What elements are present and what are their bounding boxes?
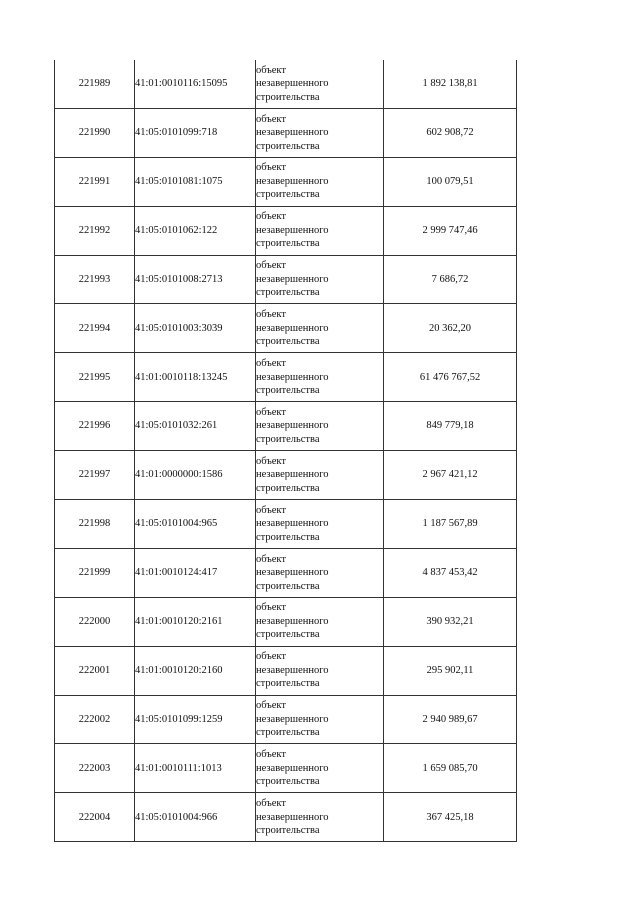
object-type-line-3: строительства <box>256 433 320 445</box>
table-row <box>55 206 517 255</box>
record-number-cell: 222002 <box>55 695 135 744</box>
object-type-line-1: объект <box>256 504 286 516</box>
object-type-cell <box>256 500 384 549</box>
cadastral-value-cell: 2 940 989,67 <box>384 695 517 744</box>
object-type-line-2: незавершенного <box>256 567 329 579</box>
object-type-line-3: строительства <box>256 385 320 397</box>
object-type-line-3: строительства <box>256 825 320 837</box>
object-type-cell <box>256 451 384 500</box>
object-type-cell <box>256 157 384 206</box>
object-type-line-3: строительства <box>256 238 320 250</box>
object-type-cell <box>256 597 384 646</box>
object-type-line-2: незавершенного <box>256 713 329 725</box>
cadastral-number-cell: 41:05:0101004:965 <box>135 500 256 549</box>
object-type-cell <box>256 255 384 304</box>
object-type-line-2: незавершенного <box>256 664 329 676</box>
object-type-line-1: объект <box>256 798 286 810</box>
object-type-line-1: объект <box>256 406 286 418</box>
object-type-line-2: незавершенного <box>256 127 329 139</box>
cadastral-number-cell: 41:05:0101032:261 <box>135 402 256 451</box>
object-type-line-3: строительства <box>256 776 320 788</box>
cadastral-value-cell: 367 425,18 <box>384 793 517 842</box>
object-type-line-1: объект <box>256 651 286 663</box>
object-type-line-3: строительства <box>256 678 320 690</box>
cadastral-value-cell: 61 476 767,52 <box>384 353 517 402</box>
object-type-cell <box>256 695 384 744</box>
cadastral-number-cell: 41:01:0010118:13245 <box>135 353 256 402</box>
cadastral-value-cell: 1 659 085,70 <box>384 744 517 793</box>
table-row <box>55 548 517 597</box>
table-row <box>55 500 517 549</box>
cadastral-number-cell: 41:05:0101004:966 <box>135 793 256 842</box>
cadastral-number-cell: 41:05:0101099:1259 <box>135 695 256 744</box>
object-type-line-3: строительства <box>256 727 320 739</box>
table-row <box>55 402 517 451</box>
object-type-line-1: объект <box>256 162 286 174</box>
table-row <box>55 304 517 353</box>
cadastral-value-cell: 7 686,72 <box>384 255 517 304</box>
object-type-line-3: строительства <box>256 531 320 543</box>
cadastral-number-cell: 41:05:0101008:2713 <box>135 255 256 304</box>
record-number-cell: 221992 <box>55 206 135 255</box>
table-row <box>55 451 517 500</box>
record-number-cell: 221991 <box>55 157 135 206</box>
table-row <box>55 793 517 842</box>
record-number-cell: 221994 <box>55 304 135 353</box>
object-type-line-2: незавершенного <box>256 371 329 383</box>
object-type-cell <box>256 353 384 402</box>
record-number-cell: 222003 <box>55 744 135 793</box>
object-type-cell <box>256 402 384 451</box>
object-type-line-2: незавершенного <box>256 762 329 774</box>
object-type-cell <box>256 646 384 695</box>
object-type-line-1: объект <box>256 700 286 712</box>
object-type-cell <box>256 793 384 842</box>
record-number-cell: 221990 <box>55 108 135 157</box>
record-number-cell: 221989 <box>55 60 135 108</box>
object-type-line-3: строительства <box>256 140 320 152</box>
object-type-line-1: объект <box>256 358 286 370</box>
cadastral-number-cell: 41:01:0010124:417 <box>135 548 256 597</box>
record-number-cell: 221998 <box>55 500 135 549</box>
table-body <box>55 60 517 842</box>
object-type-line-3: строительства <box>256 482 320 494</box>
cadastral-value-cell: 20 362,20 <box>384 304 517 353</box>
cadastral-value-cell: 1 187 567,89 <box>384 500 517 549</box>
object-type-line-1: объект <box>256 309 286 321</box>
record-number-cell: 221996 <box>55 402 135 451</box>
cadastral-number-cell: 41:05:0101062:122 <box>135 206 256 255</box>
cadastral-number-cell: 41:01:0010120:2161 <box>135 597 256 646</box>
table-row <box>55 646 517 695</box>
record-number-cell: 222004 <box>55 793 135 842</box>
cadastral-number-cell: 41:05:0101099:718 <box>135 108 256 157</box>
table-row <box>55 597 517 646</box>
object-type-cell <box>256 304 384 353</box>
table-row <box>55 60 517 108</box>
cadastral-number-cell: 41:01:0010116:15095 <box>135 60 256 108</box>
cadastral-value-cell: 4 837 453,42 <box>384 548 517 597</box>
object-type-line-3: строительства <box>256 91 320 103</box>
object-type-line-1: объект <box>256 64 286 76</box>
cadastral-number-cell: 41:01:0000000:1586 <box>135 451 256 500</box>
object-type-line-3: строительства <box>256 336 320 348</box>
table-row <box>55 353 517 402</box>
record-number-cell: 222001 <box>55 646 135 695</box>
object-type-line-3: строительства <box>256 189 320 201</box>
object-type-cell <box>256 60 384 108</box>
table-row <box>55 695 517 744</box>
cadastral-value-cell: 2 999 747,46 <box>384 206 517 255</box>
record-number-cell: 221999 <box>55 548 135 597</box>
cadastral-value-cell: 2 967 421,12 <box>384 451 517 500</box>
record-number-cell: 221993 <box>55 255 135 304</box>
cadastral-value-cell: 849 779,18 <box>384 402 517 451</box>
object-type-line-2: незавершенного <box>256 78 329 90</box>
cadastral-value-cell: 602 908,72 <box>384 108 517 157</box>
object-type-line-2: незавершенного <box>256 615 329 627</box>
object-type-line-2: незавершенного <box>256 469 329 481</box>
object-type-cell <box>256 548 384 597</box>
object-type-line-2: незавершенного <box>256 322 329 334</box>
object-type-line-1: объект <box>256 113 286 125</box>
object-type-line-3: строительства <box>256 580 320 592</box>
object-type-line-1: объект <box>256 211 286 223</box>
object-type-line-3: строительства <box>256 629 320 641</box>
cadastral-number-cell: 41:01:0010111:1013 <box>135 744 256 793</box>
object-type-line-2: незавершенного <box>256 175 329 187</box>
cadastral-value-cell: 100 079,51 <box>384 157 517 206</box>
record-number-cell: 221997 <box>55 451 135 500</box>
property-registry-table <box>54 60 517 842</box>
table-row <box>55 255 517 304</box>
table-row <box>55 108 517 157</box>
object-type-line-3: строительства <box>256 287 320 299</box>
record-number-cell: 222000 <box>55 597 135 646</box>
object-type-cell <box>256 206 384 255</box>
object-type-line-1: объект <box>256 602 286 614</box>
object-type-cell <box>256 744 384 793</box>
cadastral-number-cell: 41:05:0101081:1075 <box>135 157 256 206</box>
object-type-line-2: незавершенного <box>256 420 329 432</box>
table-row <box>55 157 517 206</box>
object-type-line-1: объект <box>256 260 286 272</box>
object-type-cell <box>256 108 384 157</box>
object-type-line-1: объект <box>256 455 286 467</box>
cadastral-value-cell: 295 902,11 <box>384 646 517 695</box>
object-type-line-2: незавершенного <box>256 811 329 823</box>
object-type-line-2: незавершенного <box>256 224 329 236</box>
cadastral-number-cell: 41:05:0101003:3039 <box>135 304 256 353</box>
cadastral-value-cell: 1 892 138,81 <box>384 60 517 108</box>
object-type-line-1: объект <box>256 749 286 761</box>
object-type-line-2: незавершенного <box>256 273 329 285</box>
object-type-line-1: объект <box>256 553 286 565</box>
table-row <box>55 744 517 793</box>
cadastral-value-cell: 390 932,21 <box>384 597 517 646</box>
record-number-cell: 221995 <box>55 353 135 402</box>
cadastral-number-cell: 41:01:0010120:2160 <box>135 646 256 695</box>
object-type-line-2: незавершенного <box>256 518 329 530</box>
